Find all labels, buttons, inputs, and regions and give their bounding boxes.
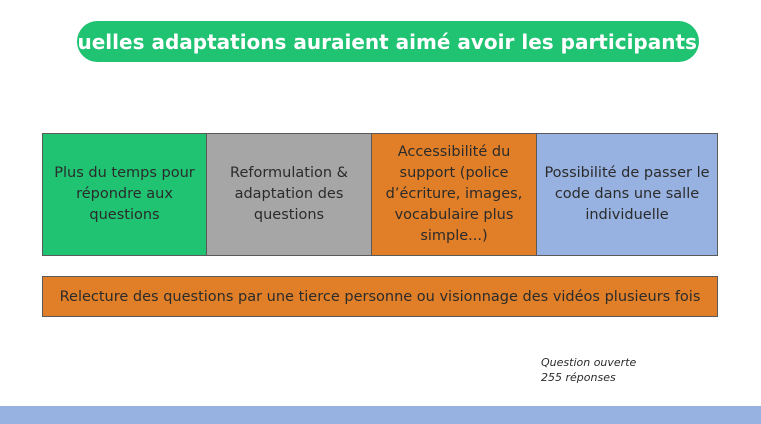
adaptations-row bbox=[42, 133, 718, 256]
adaptation-box-rereading bbox=[42, 276, 718, 317]
slide-title-text: Quelles adaptations auraient aimé avoir les participants ? bbox=[60, 29, 716, 54]
adaptation-box-label: Plus du temps pour répondre aux questions bbox=[54, 165, 195, 223]
adaptation-box-individual-room bbox=[537, 133, 718, 256]
survey-meta bbox=[541, 355, 636, 385]
question-type-label: Question ouverte bbox=[541, 356, 637, 369]
adaptation-box-reformulation bbox=[207, 133, 372, 256]
adaptation-box-label: Accessibilité du support (police d’écriture, images, vocabulaire plus simple...) bbox=[385, 144, 523, 244]
response-count-label: 255 réponses bbox=[541, 371, 616, 384]
adaptation-box-label: Relecture des questions par une tierce personne ou visionnage des vidéos plusieurs fois bbox=[59, 288, 701, 305]
slide-title bbox=[60, 21, 716, 62]
adaptation-box-label: Reformulation & adaptation des questions bbox=[230, 165, 348, 223]
adaptation-box-label: Possibilité de passer le code dans une salle individuelle bbox=[544, 165, 710, 223]
footer-bar bbox=[0, 406, 761, 424]
adaptation-box-accessibility bbox=[372, 133, 537, 256]
adaptation-box-time bbox=[42, 133, 207, 256]
